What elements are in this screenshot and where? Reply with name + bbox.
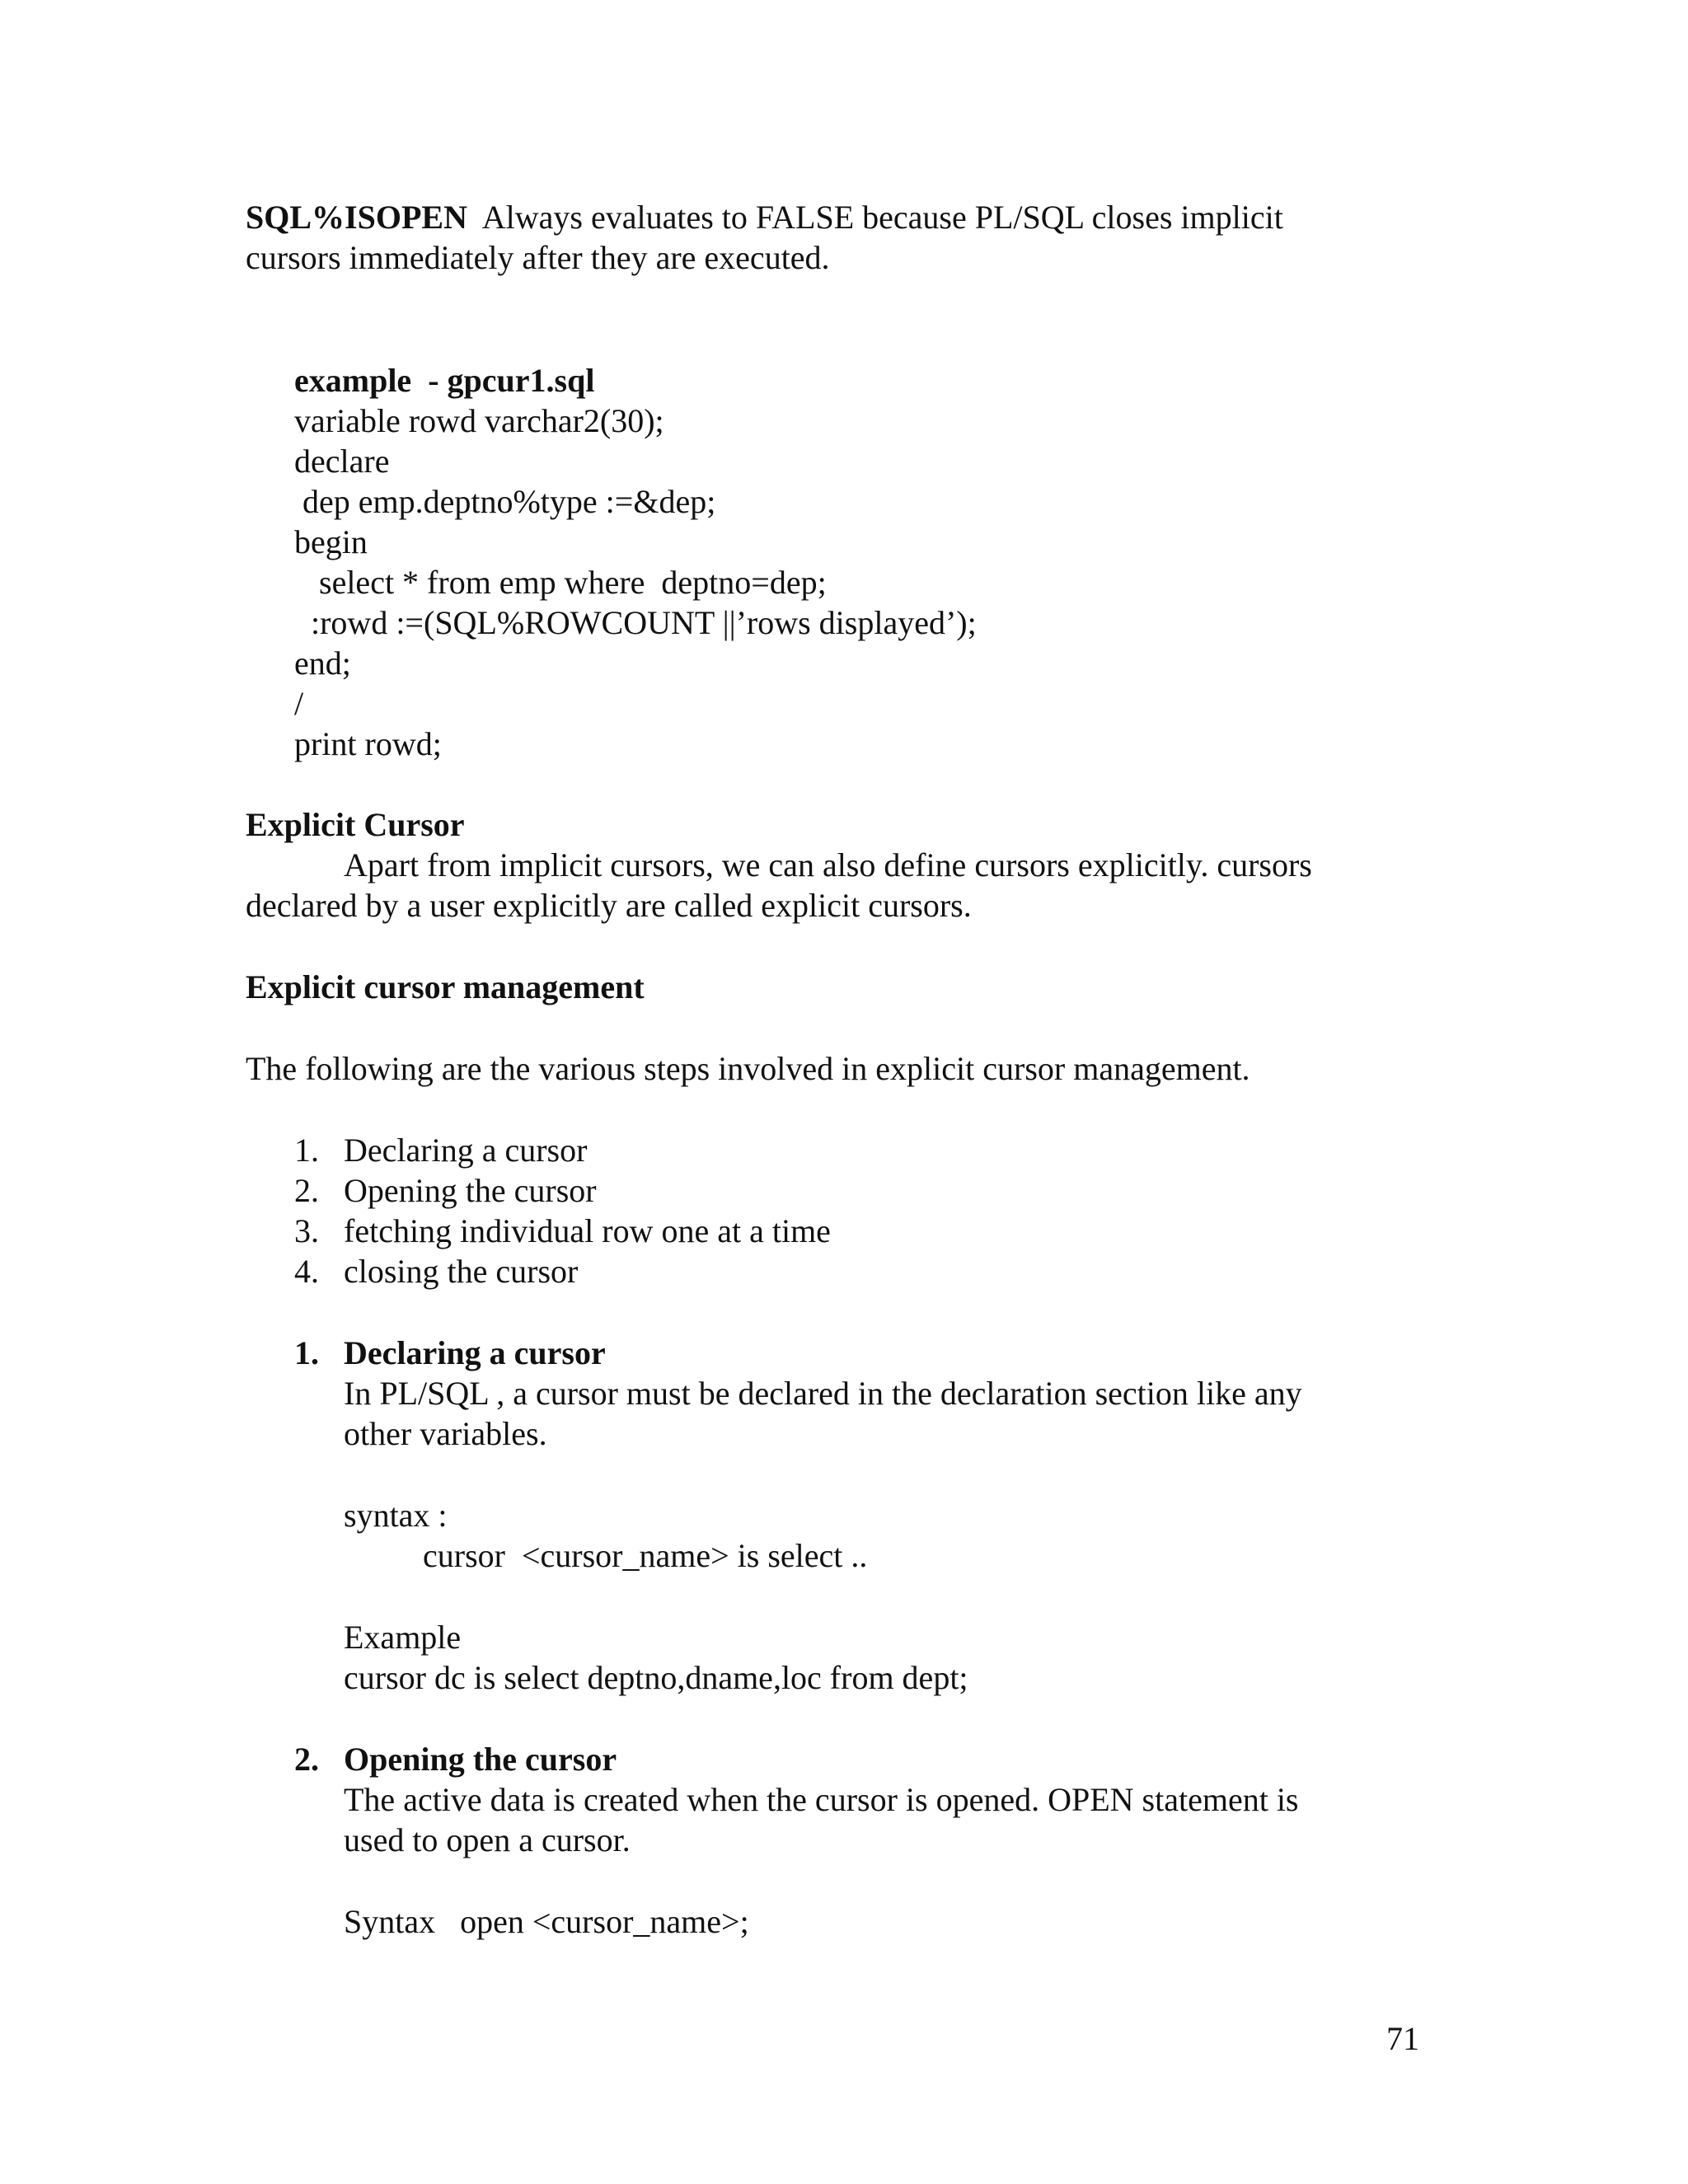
isopen-term: SQL%ISOPEN: [246, 199, 467, 236]
declaring-syntax-label: syntax :: [344, 1497, 448, 1534]
isopen-line-2: cursors immediately after they are executed.: [246, 239, 830, 276]
explicit-cursor-line-1: Apart from implicit cursors, we can also define cursors explicitly. cursors: [344, 846, 1312, 883]
code-line: declare: [294, 443, 390, 480]
management-heading: Explicit cursor management: [246, 968, 645, 1005]
declaring-example-code: cursor dc is select deptno,dname,loc from dept;: [344, 1659, 968, 1696]
step-number: 3.: [294, 1212, 319, 1249]
isopen-line-1: [246, 197, 1283, 238]
code-line: :rowd :=(SQL%ROWCOUNT ||’rows displayed’);: [294, 604, 977, 641]
declaring-example-label: Example: [344, 1619, 462, 1656]
page-number: 71: [1386, 2020, 1419, 2057]
step-number: 1.: [294, 1132, 319, 1169]
step-number: 4.: [294, 1253, 319, 1290]
opening-syntax: Syntax open <cursor_name>;: [344, 1903, 749, 1940]
opening-line-2: used to open a cursor.: [344, 1821, 631, 1858]
opening-line-1: The active data is created when the cursor is opened. OPEN statement is: [344, 1781, 1299, 1818]
declaring-line-1: In PL/SQL , a cursor must be declared in the declaration section like any: [344, 1375, 1302, 1412]
management-intro: The following are the various steps involved in explicit cursor management.: [246, 1050, 1250, 1087]
isopen-text-1: Always evaluates to FALSE because PL/SQL closes implicit: [481, 199, 1283, 236]
declaring-heading: Declaring a cursor: [344, 1334, 606, 1371]
declaring-syntax-code: cursor <cursor_name> is select ..: [423, 1537, 868, 1574]
code-line: /: [294, 685, 304, 722]
example-heading: example - gpcur1.sql: [294, 362, 595, 399]
code-line: begin: [294, 523, 368, 560]
declaring-number: 1.: [294, 1334, 319, 1371]
list-item: Opening the cursor: [344, 1172, 597, 1209]
code-line: select * from emp where deptno=dep;: [294, 564, 827, 601]
code-line: dep emp.deptno%type :=&dep;: [294, 483, 716, 520]
opening-heading: Opening the cursor: [344, 1741, 617, 1778]
list-item: Declaring a cursor: [344, 1132, 588, 1169]
code-line: variable rowd varchar2(30);: [294, 402, 664, 439]
declaring-line-2: other variables.: [344, 1415, 547, 1452]
explicit-cursor-line-2: declared by a user explicitly are called explicit cursors.: [246, 887, 972, 924]
list-item: closing the cursor: [344, 1253, 579, 1290]
code-line: end;: [294, 644, 351, 682]
code-line: print rowd;: [294, 725, 442, 762]
list-item: fetching individual row one at a time: [344, 1212, 831, 1249]
explicit-cursor-heading: Explicit Cursor: [246, 806, 465, 843]
opening-number: 2.: [294, 1741, 319, 1778]
step-number: 2.: [294, 1172, 319, 1209]
